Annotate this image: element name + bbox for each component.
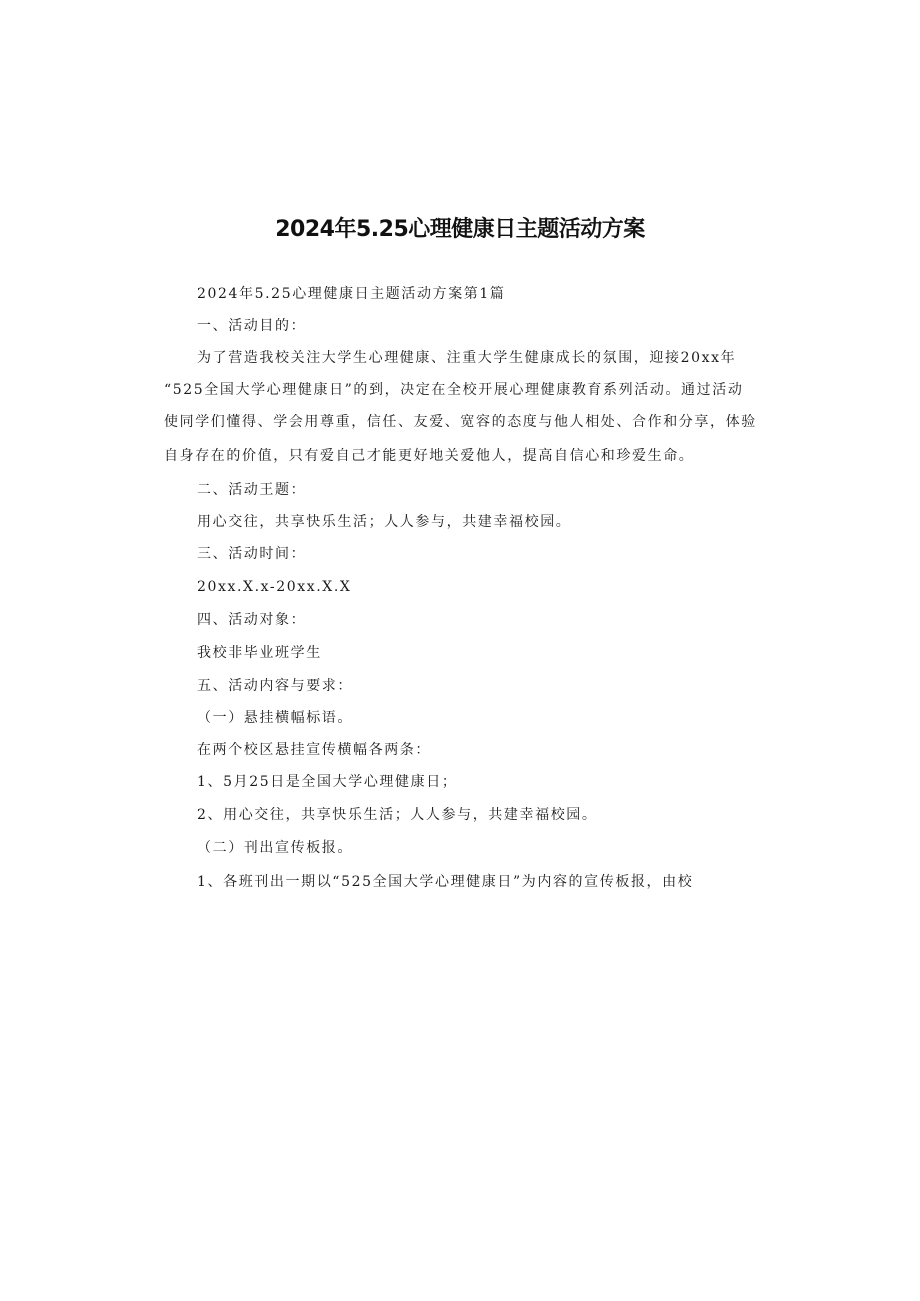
banners-text: 在两个校区悬挂宣传横幅各两条： [197, 742, 431, 758]
banner-item-2: 2、用心交往，共享快乐生活；人人参与，共建幸福校园。 [197, 807, 598, 823]
purpose-paragraph-line-2: “525全国大学心理健康日”的到，决定在全校开展心理健康教育系列活动。通过活动 [164, 382, 744, 398]
banner-item-1: 1、5月25日是全国大学心理健康日； [197, 774, 458, 790]
theme-text: 用心交往，共享快乐生活；人人参与，共建幸福校园。 [197, 514, 572, 530]
heading-purpose: 一、活动目的： [197, 318, 307, 334]
purpose-paragraph-line-3: 使同学们懂得、学会用尊重，信任、友爱、宽容的态度与他人相处、合作和分享，体验 [164, 414, 757, 430]
boards-item-1: 1、各班刊出一期以“525全国大学心理健康日”为内容的宣传板报，由校 [197, 874, 694, 890]
time-text: 20xx.X.x-20xx.X.X [197, 579, 352, 595]
document-title: 2024年5.25心理健康日主题活动方案 [275, 217, 645, 242]
section-heading-part1: 2024年5.25心理健康日主题活动方案第1篇 [197, 286, 506, 302]
audience-text: 我校非毕业班学生 [197, 645, 322, 661]
heading-content: 五、活动内容与要求： [197, 678, 353, 694]
purpose-paragraph-line-1: 为了营造我校关注大学生心理健康、注重大学生健康成长的氛围，迎接20xx年 [197, 350, 737, 366]
heading-time: 三、活动时间： [197, 546, 307, 562]
subheading-boards: （二）刊出宣传板报。 [197, 840, 353, 856]
heading-audience: 四、活动对象： [197, 612, 307, 628]
subheading-banners: （一）悬挂横幅标语。 [197, 710, 353, 726]
heading-theme: 二、活动王题： [197, 482, 307, 498]
purpose-paragraph-line-4: 自身存在的价值，只有爱自己才能更好地关爱他人，提高自信心和珍爱生命。 [164, 448, 695, 464]
